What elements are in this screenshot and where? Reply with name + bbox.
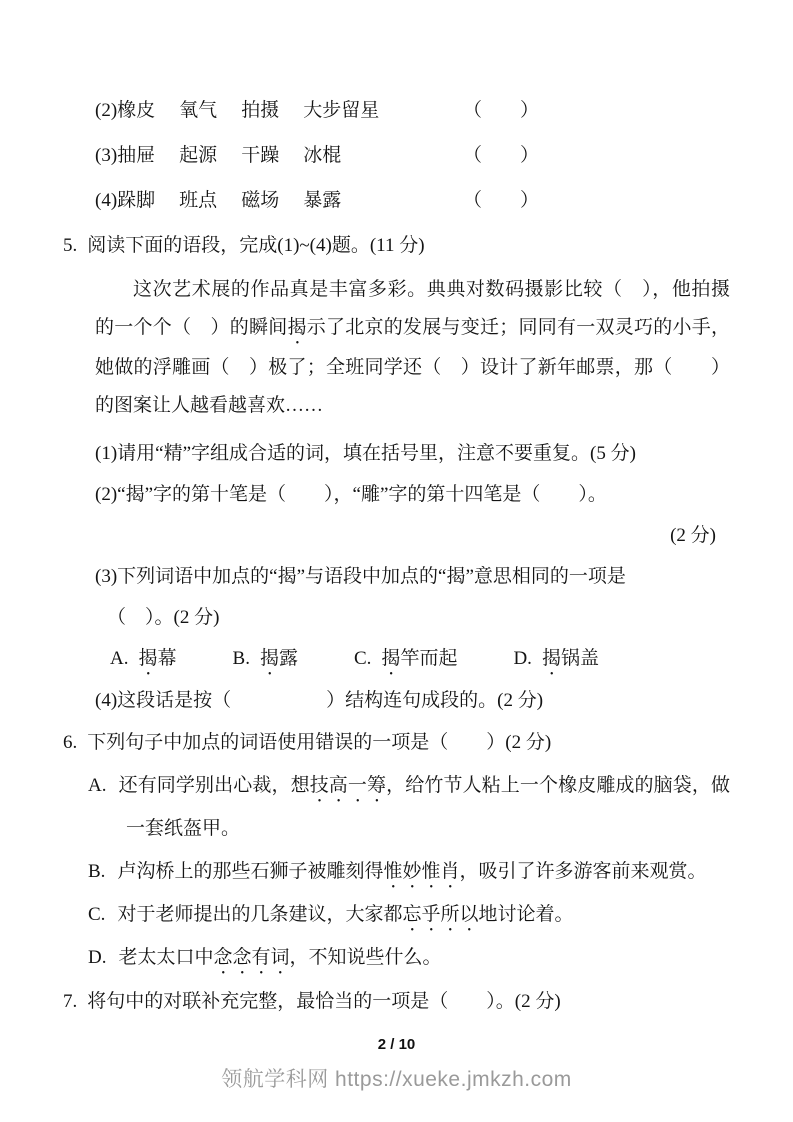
passage-text: 示了北京的发展与变迁；同同有一双灵巧的小手，她做的浮雕画（ ）极了；全班同学还（ ）设计了新年邮票，那（ ）的图案让人越看越喜欢……: [95, 317, 730, 416]
item-label: (4): [95, 190, 118, 211]
option-text: 幕: [157, 648, 177, 669]
option-d: [513, 638, 599, 680]
word: 干躁: [241, 145, 280, 166]
subquestion-2: (2)“揭”字的第十笔是（ ），“雕”字的第十四笔是（ ）。: [95, 484, 607, 505]
dotted-idiom: 惟妙惟肖: [383, 861, 460, 882]
subquestion-3-options: [95, 638, 730, 680]
subquestion-3-line1: (3)下列词语中加点的“揭”与语段中加点的“揭”意思相同的一项是: [95, 566, 626, 587]
word-check-row-3: [95, 133, 730, 178]
word-check-section: [95, 88, 730, 223]
option-label: A.: [110, 648, 129, 669]
word: 跺脚: [117, 190, 156, 211]
question-text: 下列句子中加点的词语使用错误的一项是（ ）(2 分): [87, 732, 552, 753]
option-c: [88, 893, 730, 936]
word: 磁场: [241, 190, 280, 211]
passage-text: 这次艺术展的作品真是丰富多彩。典典对数码摄影比较（ ），他拍摄的一个个（ ）的瞬间: [95, 279, 730, 338]
subquestion-3-line2: （ ）。(2 分): [107, 607, 220, 628]
word: 冰棍: [303, 145, 342, 166]
question-6: [63, 721, 730, 979]
word: 大步留星: [303, 100, 380, 121]
dotted-idiom: 念念有词: [213, 947, 290, 968]
item-label: (3): [95, 145, 118, 166]
word: 拍摄: [241, 100, 280, 121]
question-number: 5.: [63, 235, 78, 256]
option-text: 锅盖: [560, 648, 599, 669]
question-number: 7.: [63, 991, 78, 1012]
word: 起源: [179, 145, 218, 166]
option-label: C.: [353, 648, 372, 669]
word-check-row-4: [95, 178, 730, 223]
option-d: [88, 936, 730, 979]
option-label: D.: [88, 947, 107, 968]
subquestion-4: (4)这段话是按（ ）结构连句成段的。(2 分): [95, 690, 544, 711]
dotted-idiom: 忘乎所以: [402, 904, 479, 925]
option-label: A.: [88, 775, 107, 796]
option-text: ，不知说些什么。: [289, 947, 442, 968]
question-7-stem: [63, 979, 730, 1025]
word: 氧气: [179, 100, 218, 121]
answer-blank: （ ）: [463, 190, 540, 211]
option-b: [88, 850, 730, 893]
option-label: C.: [88, 904, 106, 925]
question-5: [63, 223, 730, 721]
question-text: 将句中的对联补充完整，最恰当的一项是（ ）。(2 分): [87, 991, 561, 1012]
option-label: D.: [513, 648, 532, 669]
option-text: 卢沟桥上的那些石狮子被雕刻得: [117, 861, 384, 882]
option-a: [88, 764, 730, 850]
option-text: 还有同学别出心裁，想: [118, 775, 310, 796]
option-text: 对于老师提出的几条建议，大家都: [117, 904, 403, 925]
answer-blank: （ ）: [463, 100, 540, 121]
dotted-character: 揭: [259, 648, 279, 669]
page-number: 2 / 10: [377, 1036, 416, 1053]
option-text: 地讨论着。: [478, 904, 574, 925]
item-label: (2): [95, 100, 118, 121]
subquestion-2-score: (2 分): [670, 525, 716, 546]
word-check-row-2: [95, 88, 730, 133]
dotted-character: 揭: [381, 648, 401, 669]
option-text: 露: [278, 648, 298, 669]
question-7: [63, 979, 730, 1025]
option-text: ，给竹节人粘上一个橡皮雕成的脑袋，做一套纸盔甲。: [126, 775, 730, 839]
watermark-text: 领航学科网 https://xueke.jmkzh.com: [221, 1068, 572, 1091]
question-6-options: [88, 764, 730, 979]
word: 暴露: [303, 190, 342, 211]
word: 橡皮: [117, 100, 156, 121]
question-6-stem: [63, 721, 730, 764]
reading-passage: [95, 271, 730, 425]
question-number: 6.: [63, 732, 78, 753]
word: 抽屉: [117, 145, 156, 166]
question-5-subquestions: [95, 433, 730, 721]
dotted-character: 揭: [287, 317, 307, 338]
answer-blank: （ ）: [463, 145, 540, 166]
option-text: ，吸引了许多游客前来观赏。: [459, 861, 707, 882]
dotted-character: 揭: [138, 648, 158, 669]
option-text: 老太太口中: [118, 947, 214, 968]
option-c: [354, 638, 457, 680]
option-label: B.: [88, 861, 106, 882]
subquestion-1: (1)请用“精”字组成合适的词，填在括号里，注意不要重复。(5 分): [95, 443, 636, 464]
dotted-idiom: 技高一筹: [309, 775, 387, 796]
option-label: B.: [232, 648, 250, 669]
question-5-stem: [63, 223, 730, 269]
word: 班点: [179, 190, 218, 211]
option-b: [233, 638, 298, 680]
option-text: 竿而起: [400, 648, 458, 669]
option-a: [110, 638, 177, 680]
question-text: 阅读下面的语段，完成(1)~(4)题。(11 分): [87, 235, 425, 256]
dotted-character: 揭: [541, 648, 561, 669]
